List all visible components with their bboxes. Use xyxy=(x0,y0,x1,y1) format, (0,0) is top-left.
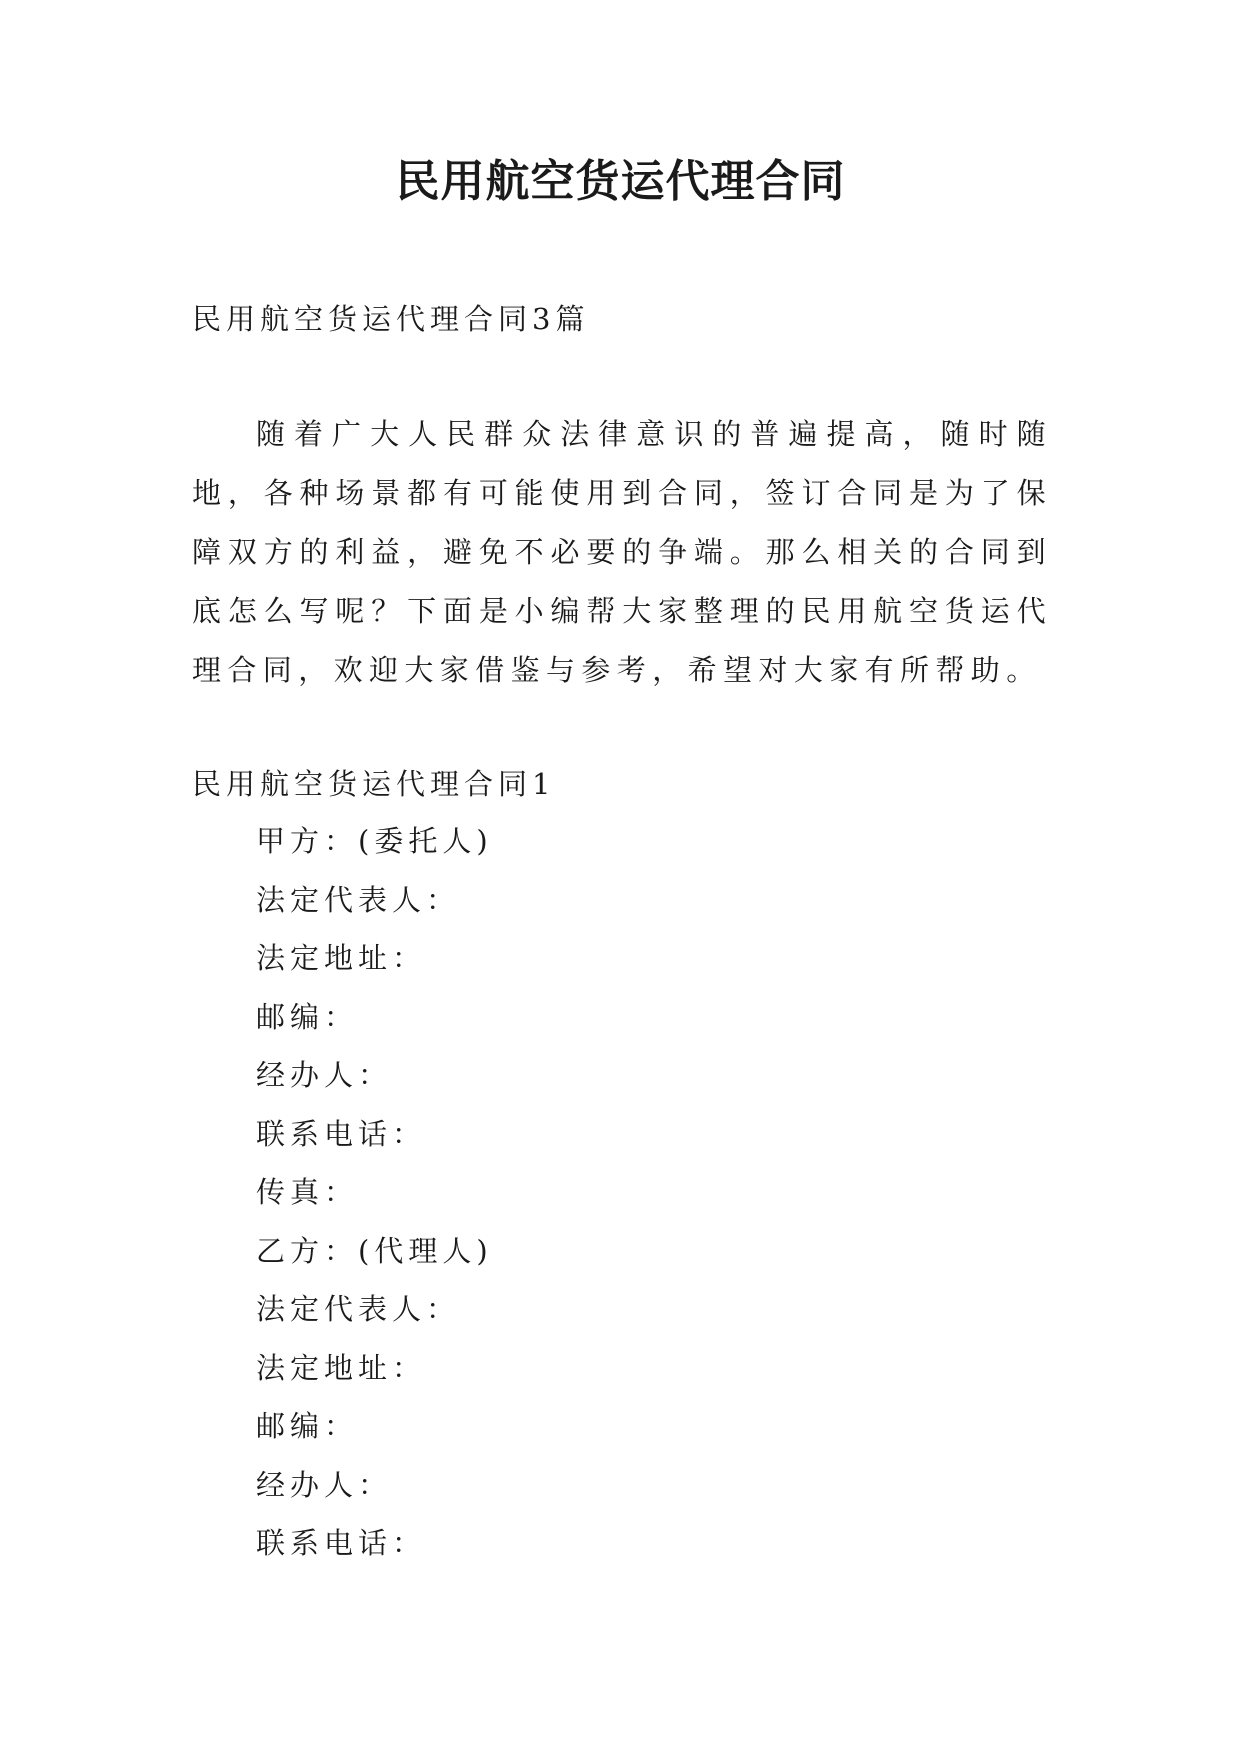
field-line: 经办人： xyxy=(256,1467,393,1502)
field-line: 联系电话： xyxy=(256,1116,427,1151)
field-line: 经办人： xyxy=(256,1058,393,1092)
party-fields-list xyxy=(256,812,493,1573)
field-line: 联系电话： xyxy=(256,1526,427,1560)
field-line: 邮编： xyxy=(256,999,359,1034)
document-subtitle: 民用航空货运代理合同3篇 xyxy=(192,302,590,336)
intro-paragraph: 随着广大人民群众法律意识的普遍提高，随时随地，各种场景都有可能使用到合同，签订合同是为了保障双方的利益，避免不必要的争端。那么相关的合同到底怎么写呢？下面是小编帮大家整理的民用航空货运代理合同，欢迎大家借鉴与参考，希望对大家有所帮助。 xyxy=(192,417,1052,687)
field-line: 法定代表人： xyxy=(256,882,461,917)
field-line: 法定代表人： xyxy=(256,1292,461,1326)
field-line: 法定地址： xyxy=(256,941,427,975)
field-line: 邮编： xyxy=(256,1409,359,1443)
document-title: 民用航空货运代理合同 xyxy=(395,156,846,207)
section-heading: 民用航空货运代理合同1 xyxy=(192,767,556,801)
field-line: 传真： xyxy=(256,1175,359,1209)
field-line: 乙方：(代理人) xyxy=(256,1233,493,1268)
field-line: 甲方：(委托人) xyxy=(256,824,493,858)
field-line: 法定地址： xyxy=(256,1350,427,1385)
